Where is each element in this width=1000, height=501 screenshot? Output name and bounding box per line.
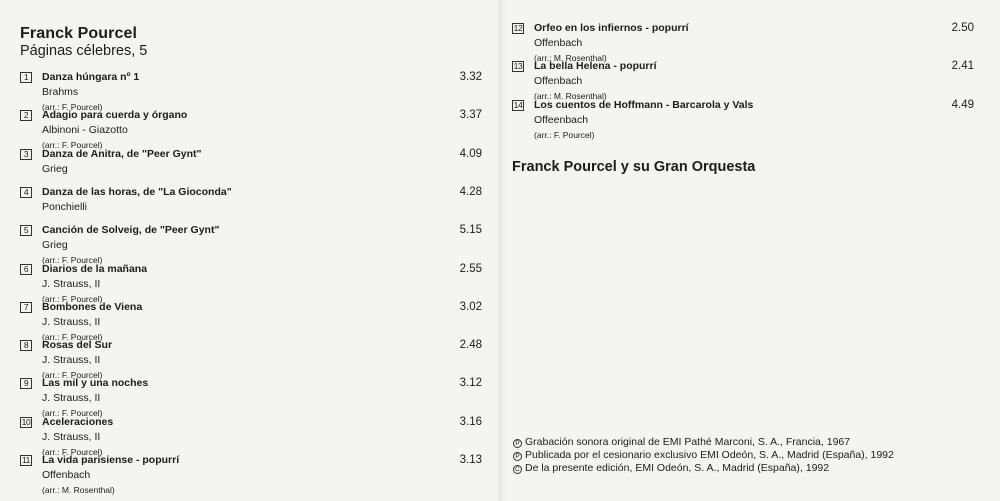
track-arranger: (arr.: F. Pourcel) xyxy=(42,446,103,457)
track-composer: J. Strauss, II xyxy=(42,430,101,443)
track-composer: Offeenbach xyxy=(534,113,589,126)
track-title: Los cuentos de Hoffmann - Barcarola y Vals xyxy=(534,98,754,111)
track-duration: 3.13 xyxy=(459,454,482,466)
track-number-badge: 14 xyxy=(513,99,523,110)
album-title: Páginas célebres, 5 xyxy=(20,43,148,59)
track-duration: 4.49 xyxy=(951,98,974,111)
credit-text: De la presente edición, EMI Odeón, S. A., Madrid (España), 1992 xyxy=(525,462,830,474)
track-title: Aceleraciones xyxy=(42,415,114,428)
track-composer: Offenbach xyxy=(534,75,583,88)
track-composer: J. Strauss, II xyxy=(42,354,101,367)
track-number-badge: 10 xyxy=(21,416,31,427)
track-title: Danza de las horas, de "La Gioconda" xyxy=(42,185,232,198)
track-duration: 2.55 xyxy=(459,262,482,275)
track-number-badge: 12 xyxy=(513,23,523,33)
track-arranger: (arr.: M. Rosenthal) xyxy=(534,91,607,102)
track-number-badge: 2 xyxy=(20,110,32,121)
track-title: Diarios de la mañana xyxy=(42,262,148,275)
track-title: Adagio para cuerda y órgano xyxy=(42,109,188,122)
track-duration: 3.37 xyxy=(459,109,482,122)
track-number-badge: 7 xyxy=(20,302,32,313)
track-arranger: (arr.: F. Pourcel) xyxy=(42,408,103,419)
track-title: Danza húngara nº 1 xyxy=(42,71,140,83)
track-composer: Offenbach xyxy=(534,37,583,49)
credit-line xyxy=(513,462,894,475)
track-composer: Offenbach xyxy=(42,469,91,481)
track-title: Bombones de Viena xyxy=(42,300,143,313)
phonogram-icon: P xyxy=(513,439,522,448)
track-composer: J. Strauss, II xyxy=(42,315,101,328)
phonogram-icon: P xyxy=(513,452,522,461)
track-arranger: (arr.: F. Pourcel) xyxy=(42,102,103,112)
booklet-fold xyxy=(496,0,506,501)
track-duration: 3.02 xyxy=(459,300,482,313)
credit-line xyxy=(513,449,894,462)
track-arranger: (arr.: M. Rosenthal) xyxy=(42,485,115,495)
track-composer: Brahms xyxy=(42,86,79,98)
credit-line xyxy=(513,436,894,449)
credit-text: Publicada por el cesionario exclusivo EMI Odeón, S. A., Madrid (España), 1992 xyxy=(525,449,894,461)
track-composer: Albinoni - Giazotto xyxy=(42,124,128,137)
track-duration: 4.28 xyxy=(459,185,482,198)
track-number-badge: 8 xyxy=(20,340,32,351)
track-arranger: (arr.: F. Pourcel) xyxy=(42,331,103,342)
track-duration: 2.48 xyxy=(459,339,482,352)
track-number-badge: 9 xyxy=(20,378,32,389)
track-number-badge: 3 xyxy=(20,149,32,160)
track-number-badge: 5 xyxy=(20,225,32,236)
track-duration: 4.09 xyxy=(459,147,482,160)
track-arranger: (arr.: M. Rosenthal) xyxy=(534,53,607,63)
track-title: Rosas del Sur xyxy=(42,339,113,352)
track-number-badge: 1 xyxy=(20,72,32,83)
track-title: La bella Helena - popurrí xyxy=(534,60,657,73)
orchestra-name: Franck Pourcel y su Gran Orquesta xyxy=(512,159,756,175)
track-number-badge: 13 xyxy=(513,61,523,72)
track-title: Orfeo en los infiernos - popurrí xyxy=(534,22,689,34)
copyright-icon: C xyxy=(513,465,522,474)
track-composer: Grieg xyxy=(42,162,68,175)
track-duration: 3.32 xyxy=(459,71,482,83)
track-title: La vida parisiense - popurrí xyxy=(42,454,180,466)
track-arranger: (arr.: F. Pourcel) xyxy=(42,255,103,266)
track-title: Danza de Anitra, de "Peer Gynt" xyxy=(42,147,202,160)
track-title: Las mil y una noches xyxy=(42,377,149,390)
track-title: Canción de Solveig, de "Peer Gynt" xyxy=(42,224,220,237)
copyright-credits xyxy=(513,436,894,475)
track-composer: Grieg xyxy=(42,239,68,252)
track-duration: 3.12 xyxy=(459,377,482,390)
track-composer: J. Strauss, II xyxy=(42,277,101,290)
track-composer: J. Strauss, II xyxy=(42,392,101,405)
track-composer: Ponchielli xyxy=(42,200,87,213)
track-duration: 2.50 xyxy=(951,22,974,34)
album-artist: Franck Pourcel xyxy=(20,25,138,42)
track-number-badge: 4 xyxy=(20,187,32,198)
track-arranger: (arr.: F. Pourcel) xyxy=(534,129,595,140)
track-duration: 3.16 xyxy=(459,415,482,428)
track-arranger: (arr.: F. Pourcel) xyxy=(42,370,103,381)
track-arranger: (arr.: F. Pourcel) xyxy=(42,140,103,151)
track-duration: 2.41 xyxy=(951,60,974,73)
track-number-badge: 6 xyxy=(20,264,32,275)
track-arranger: (arr.: F. Pourcel) xyxy=(42,293,103,304)
credit-text: Grabación sonora original de EMI Pathé Marconi, S. A., Francia, 1967 xyxy=(525,436,851,448)
track-duration: 5.15 xyxy=(459,224,482,237)
track-number-badge: 11 xyxy=(21,455,31,465)
